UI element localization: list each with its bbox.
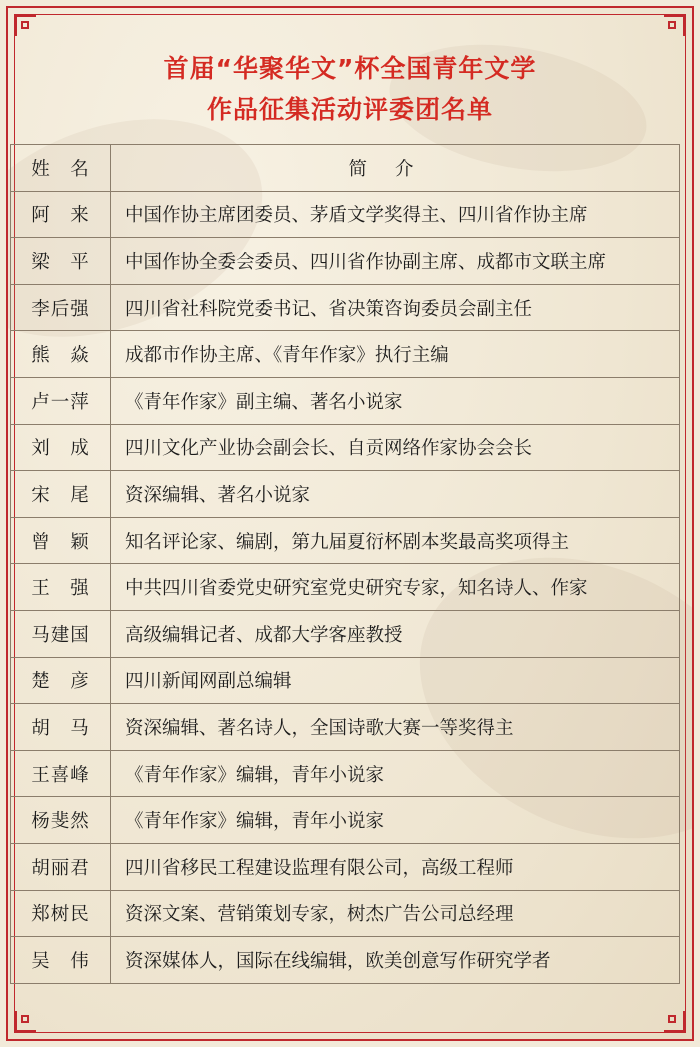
judge-name: 梁 平 [11,238,111,285]
judges-table-body [11,191,680,983]
judge-name: 阿 来 [11,191,111,238]
table-row [11,377,680,424]
judge-intro: 《青年作家》编辑，青年小说家 [111,750,680,797]
judge-intro: 知名评论家、编剧，第九届夏衍杯剧本奖最高奖项得主 [111,517,680,564]
judge-intro: 《青年作家》副主编、著名小说家 [111,377,680,424]
judge-intro: 高级编辑记者、成都大学客座教授 [111,610,680,657]
judge-name: 王 强 [11,564,111,611]
table-row [11,797,680,844]
judge-intro: 成都市作协主席、《青年作家》执行主编 [111,331,680,378]
corner-ornament-icon [14,1011,36,1033]
title-line-2: 作品征集活动评委团名单 [206,95,493,124]
judge-intro: 资深编辑、著名诗人，全国诗歌大赛一等奖得主 [111,704,680,751]
judge-name: 刘 成 [11,424,111,471]
header-name: 姓 名 [11,145,111,192]
judge-intro: 资深编辑、著名小说家 [111,471,680,518]
judge-intro: 四川省移民工程建设监理有限公司，高级工程师 [111,843,680,890]
judge-name: 曾 颖 [11,517,111,564]
table-row [11,704,680,751]
table-row [11,750,680,797]
judge-name: 宋 尾 [11,471,111,518]
judge-name: 王喜峰 [11,750,111,797]
title-line-1: 首届“华聚华文”杯全国青年文学 [163,54,537,83]
table-row [11,564,680,611]
table-header-row [11,145,680,192]
judge-intro: 四川省社科院党委书记、省决策咨询委员会副主任 [111,284,680,331]
judge-name: 吴 伟 [11,937,111,984]
table-row [11,284,680,331]
judge-name: 马建国 [11,610,111,657]
judge-name: 楚 彦 [11,657,111,704]
judges-table [10,144,680,984]
table-row [11,610,680,657]
judge-intro: 《青年作家》编辑，青年小说家 [111,797,680,844]
table-row [11,657,680,704]
judge-intro: 中共四川省委党史研究室党史研究专家，知名诗人、作家 [111,564,680,611]
judge-intro: 四川文化产业协会副会长、自贡网络作家协会会长 [111,424,680,471]
judge-intro: 资深文案、营销策划专家，树杰广告公司总经理 [111,890,680,937]
table-row [11,890,680,937]
table-row [11,331,680,378]
judge-name: 熊 焱 [11,331,111,378]
table-row [11,424,680,471]
page-title [8,48,692,130]
table-row [11,517,680,564]
judge-intro: 中国作协主席团委员、茅盾文学奖得主、四川省作协主席 [111,191,680,238]
corner-ornament-icon [664,14,686,36]
judge-name: 胡丽君 [11,843,111,890]
corner-ornament-icon [14,14,36,36]
judge-intro: 资深媒体人，国际在线编辑，欧美创意写作研究学者 [111,937,680,984]
header-intro: 简介 [111,145,680,192]
judge-name: 杨斐然 [11,797,111,844]
judge-name: 卢一萍 [11,377,111,424]
judge-name: 李后强 [11,284,111,331]
judge-intro: 中国作协全委会委员、四川省作协副主席、成都市文联主席 [111,238,680,285]
judge-name: 郑树民 [11,890,111,937]
judge-name: 胡 马 [11,704,111,751]
corner-ornament-icon [664,1011,686,1033]
table-row [11,937,680,984]
table-row [11,843,680,890]
judge-intro: 四川新闻网副总编辑 [111,657,680,704]
table-row [11,471,680,518]
table-row [11,191,680,238]
table-row [11,238,680,285]
